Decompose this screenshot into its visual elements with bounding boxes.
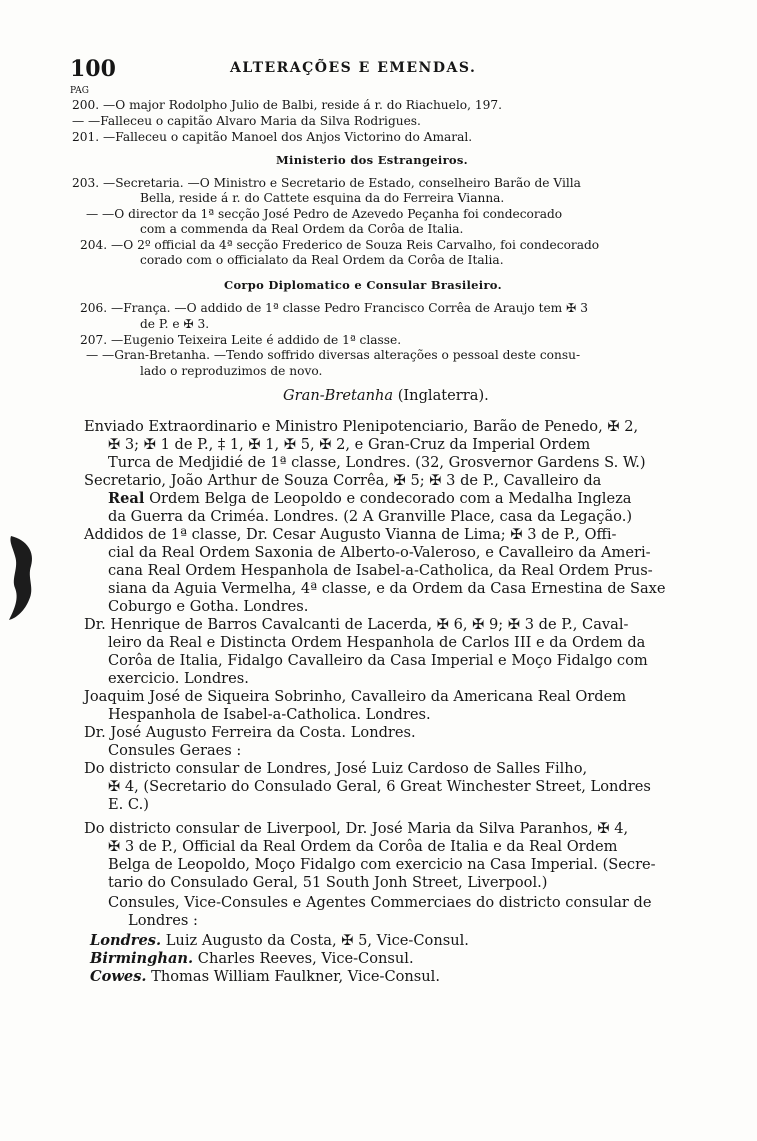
text-line: cial da Real Ordem Saxonia de Alberto-o-Valeroso, e Cavalleiro da Ameri- <box>108 544 651 561</box>
text-line: cana Real Ordem Hespanhola de Isabel-a-Catholica, da Real Ordem Prus- <box>108 562 653 579</box>
heading-country: Gran-Bretanha <box>283 387 394 404</box>
text-line: ✠ 4, (Secretario do Consulado Geral, 6 Great Winchester Street, Londres <box>108 778 651 795</box>
text-line: Dr. Henrique de Barros Cavalcanti de Lacerda, ✠ 6, ✠ 9; ✠ 3 de P., Caval- <box>84 616 629 633</box>
text-line: 207. —Eugenio Teixeira Leite é addido de 1ª classe. <box>80 333 402 347</box>
text-line: — —O director da 1ª secção José Pedro de Azevedo Peçanha foi condecorado <box>86 207 563 221</box>
text-line: Addidos de 1ª classe, Dr. Cesar Augusto Vianna de Lima; ✠ 3 de P., Offi- <box>84 526 617 543</box>
subsection-heading <box>283 387 489 405</box>
text-line: 206. —França. —O addido de 1ª classe Pedro Francisco Corrêa de Araujo tem ✠ 3 <box>80 301 588 315</box>
running-title: ALTERAÇÕES E EMENDAS. <box>230 60 477 76</box>
text-line: com a commenda da Real Ordem da Corôa de Italia. <box>140 222 464 236</box>
ink-blot-mark <box>5 532 45 622</box>
text-line: Corôa de Italia, Fidalgo Cavalleiro da Casa Imperial e Moço Fidalgo com <box>108 652 648 669</box>
text-line: ✠ 3; ✠ 1 de P., ‡ 1, ✠ 1, ✠ 5, ✠ 2, e Gran-Cruz da Imperial Ordem <box>108 436 591 453</box>
text-line: lado o reproduzimos de novo. <box>140 364 323 378</box>
text-line <box>90 932 469 950</box>
section-heading: Corpo Diplomatico e Consular Brasileiro. <box>224 278 502 292</box>
text-line: Belga de Leopoldo, Moço Fidalgo com exercicio na Casa Imperial. (Secre- <box>108 856 656 873</box>
text-line: ✠ 3 de P., Official da Real Ordem da Corôa de Italia e da Real Ordem <box>108 838 618 855</box>
page-number: 100 <box>70 56 116 82</box>
text-line: — —Falleceu o capitão Alvaro Maria da Silva Rodrigues. <box>72 114 421 128</box>
text-line: Consules, Vice-Consules e Agentes Commerciaes do districto consular de <box>108 894 652 911</box>
bold-word: Real <box>108 490 145 507</box>
text-line: — —Gran-Bretanha. —Tendo soffrido diversas alterações o pessoal deste consu- <box>86 348 581 362</box>
place-name: Londres. <box>90 932 162 949</box>
text-line: 201. —Falleceu o capitão Manoel dos Anjos Victorino do Amaral. <box>72 130 473 144</box>
text-line: Do districto consular de Liverpool, Dr. José Maria da Silva Paranhos, ✠ 4, <box>84 820 629 837</box>
place-name: Cowes. <box>90 968 147 985</box>
line-text: Thomas William Faulkner, Vice-Consul. <box>151 968 440 985</box>
line-text: Luiz Augusto da Costa, ✠ 5, Vice-Consul. <box>165 932 469 949</box>
text-line: 204. —O 2º official da 4ª secção Frederico de Souza Reis Carvalho, foi condecorado <box>80 238 600 252</box>
text-line: Bella, reside á r. do Cattete esquina da do Ferreira Vianna. <box>140 191 505 205</box>
text-line: Hespanhola de Isabel-a-Catholica. Londres. <box>108 706 431 723</box>
text-line: leiro da Real e Distincta Ordem Hespanhola de Carlos III e da Ordem da <box>108 634 646 651</box>
heading-country-note: (Inglaterra). <box>397 387 489 404</box>
text-line: Enviado Extraordinario e Ministro Plenipotenciario, Barão de Penedo, ✠ 2, <box>84 418 639 435</box>
text-line: de P. e ✠ 3. <box>140 317 210 331</box>
text-line: 200. —O major Rodolpho Julio de Balbi, reside á r. do Riachuelo, 197. <box>72 98 502 112</box>
text-line: Secretario, João Arthur de Souza Corrêa, ✠ 5; ✠ 3 de P., Cavalleiro da <box>84 472 602 489</box>
text-line: Dr. José Augusto Ferreira da Costa. Londres. <box>84 724 416 741</box>
section-heading: Ministerio dos Estrangeiros. <box>276 153 468 167</box>
text-line: Turca de Medjidié de 1ª classe, Londres. (32, Grosvernor Gardens S. W.) <box>108 454 646 471</box>
text-line: E. C.) <box>108 796 149 813</box>
pag-label: PAG <box>70 86 89 96</box>
line-text: Ordem Belga de Leopoldo e condecorado com a Medalha Ingleza <box>149 490 632 507</box>
text-line: corado com o officialato da Real Ordem da Corôa de Italia. <box>140 253 504 267</box>
text-line: da Guerra da Criméa. Londres. (2 A Granville Place, casa da Legação.) <box>108 508 633 525</box>
text-line: Coburgo e Gotha. Londres. <box>108 598 309 615</box>
text-line: Do districto consular de Londres, José Luiz Cardoso de Salles Filho, <box>84 760 588 777</box>
line-text: Charles Reeves, Vice-Consul. <box>197 950 414 967</box>
text-line: exercicio. Londres. <box>108 670 249 687</box>
text-line <box>108 490 631 508</box>
text-line: Londres : <box>128 912 198 929</box>
text-line: 203. —Secretaria. —O Ministro e Secretario de Estado, conselheiro Barão de Villa <box>72 176 581 190</box>
text-line <box>90 968 440 986</box>
text-line: Joaquim José de Siqueira Sobrinho, Cavalleiro da Americana Real Ordem <box>84 688 627 705</box>
text-line: tario do Consulado Geral, 51 South Jonh Street, Liverpool.) <box>108 874 548 891</box>
text-line: Consules Geraes : <box>108 742 242 759</box>
text-line: siana da Aguia Vermelha, 4ª classe, e da Ordem da Casa Ernestina de Saxe <box>108 580 666 597</box>
place-name: Birminghan. <box>90 950 194 967</box>
text-line <box>90 950 414 968</box>
